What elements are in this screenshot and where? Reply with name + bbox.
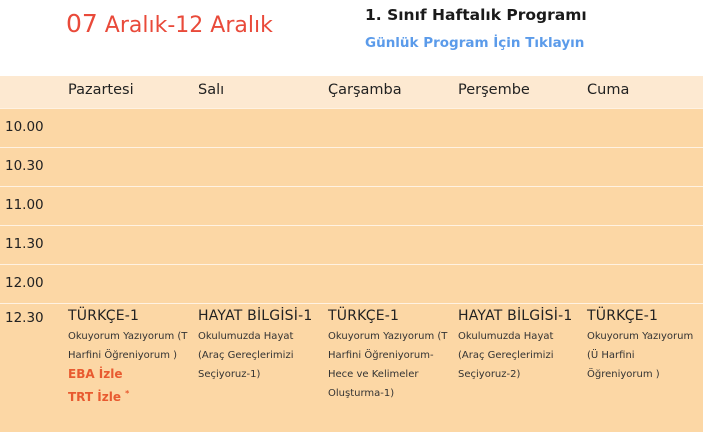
date-range-number: 07 [66, 9, 98, 38]
eba-watch-link[interactable]: EBA İzle [68, 366, 123, 381]
lesson-description: Okulumuzda Hayat (Araç Gereçlerimizi Seçiyoruz-1) [198, 330, 294, 380]
daily-program-link[interactable]: Günlük Program İçin Tıklayın [365, 35, 585, 51]
day-header-wednesday: Çarşamba [328, 82, 402, 98]
lesson-description: Okuyorum Yazıyorum (T Harfini Öğreniyorum-Hece ve Kelimeler Oluşturma-1) [328, 330, 448, 400]
lesson-cell-thursday [458, 308, 583, 384]
lesson-description: Okuyorum Yazıyorum (Ü Harfini Öğreniyorum ) [587, 330, 694, 380]
time-label: 12.30 [5, 310, 44, 326]
day-header-thursday: Perşembe [458, 82, 530, 98]
lesson-subject: HAYAT BİLGİSİ-1 [458, 308, 573, 324]
day-header-row [0, 76, 703, 108]
lesson-subject: HAYAT BİLGİSİ-1 [198, 308, 313, 324]
trt-watch-link[interactable] [68, 384, 193, 407]
lesson-cell-monday [68, 308, 193, 407]
weekly-schedule-table [0, 76, 703, 432]
lesson-description: Okuyorum Yazıyorum (T Harfini Öğreniyorum ) [68, 330, 188, 361]
time-label: 10.30 [5, 158, 44, 174]
day-header-tuesday: Salı [198, 82, 225, 98]
trt-watch-label: TRT İzle [68, 389, 121, 404]
time-label: 10.00 [5, 119, 44, 135]
lesson-cell-friday [587, 308, 699, 384]
day-header-friday: Cuma [587, 82, 630, 98]
time-label: 11.00 [5, 197, 44, 213]
time-row [0, 147, 703, 186]
time-row [0, 108, 703, 147]
date-range [66, 9, 273, 38]
time-row [0, 264, 703, 303]
lesson-description: Okulumuzda Hayat (Araç Gereçlerimizi Seçiyoruz-2) [458, 330, 554, 380]
time-row [0, 186, 703, 225]
trt-watch-mark: * [125, 388, 130, 398]
page-title: 1. Sınıf Haftalık Programı [365, 6, 587, 24]
time-label: 11.30 [5, 236, 44, 252]
lesson-subject: TÜRKÇE-1 [587, 308, 659, 324]
date-range-text: Aralık-12 Aralık [97, 13, 273, 38]
lesson-row [0, 303, 703, 432]
day-header-monday: Pazartesi [68, 82, 134, 98]
lesson-subject: TÜRKÇE-1 [328, 308, 400, 324]
time-row [0, 225, 703, 264]
lesson-subject: TÜRKÇE-1 [68, 308, 140, 324]
lesson-cell-wednesday [328, 308, 453, 403]
lesson-cell-tuesday [198, 308, 323, 384]
time-label: 12.00 [5, 275, 44, 291]
